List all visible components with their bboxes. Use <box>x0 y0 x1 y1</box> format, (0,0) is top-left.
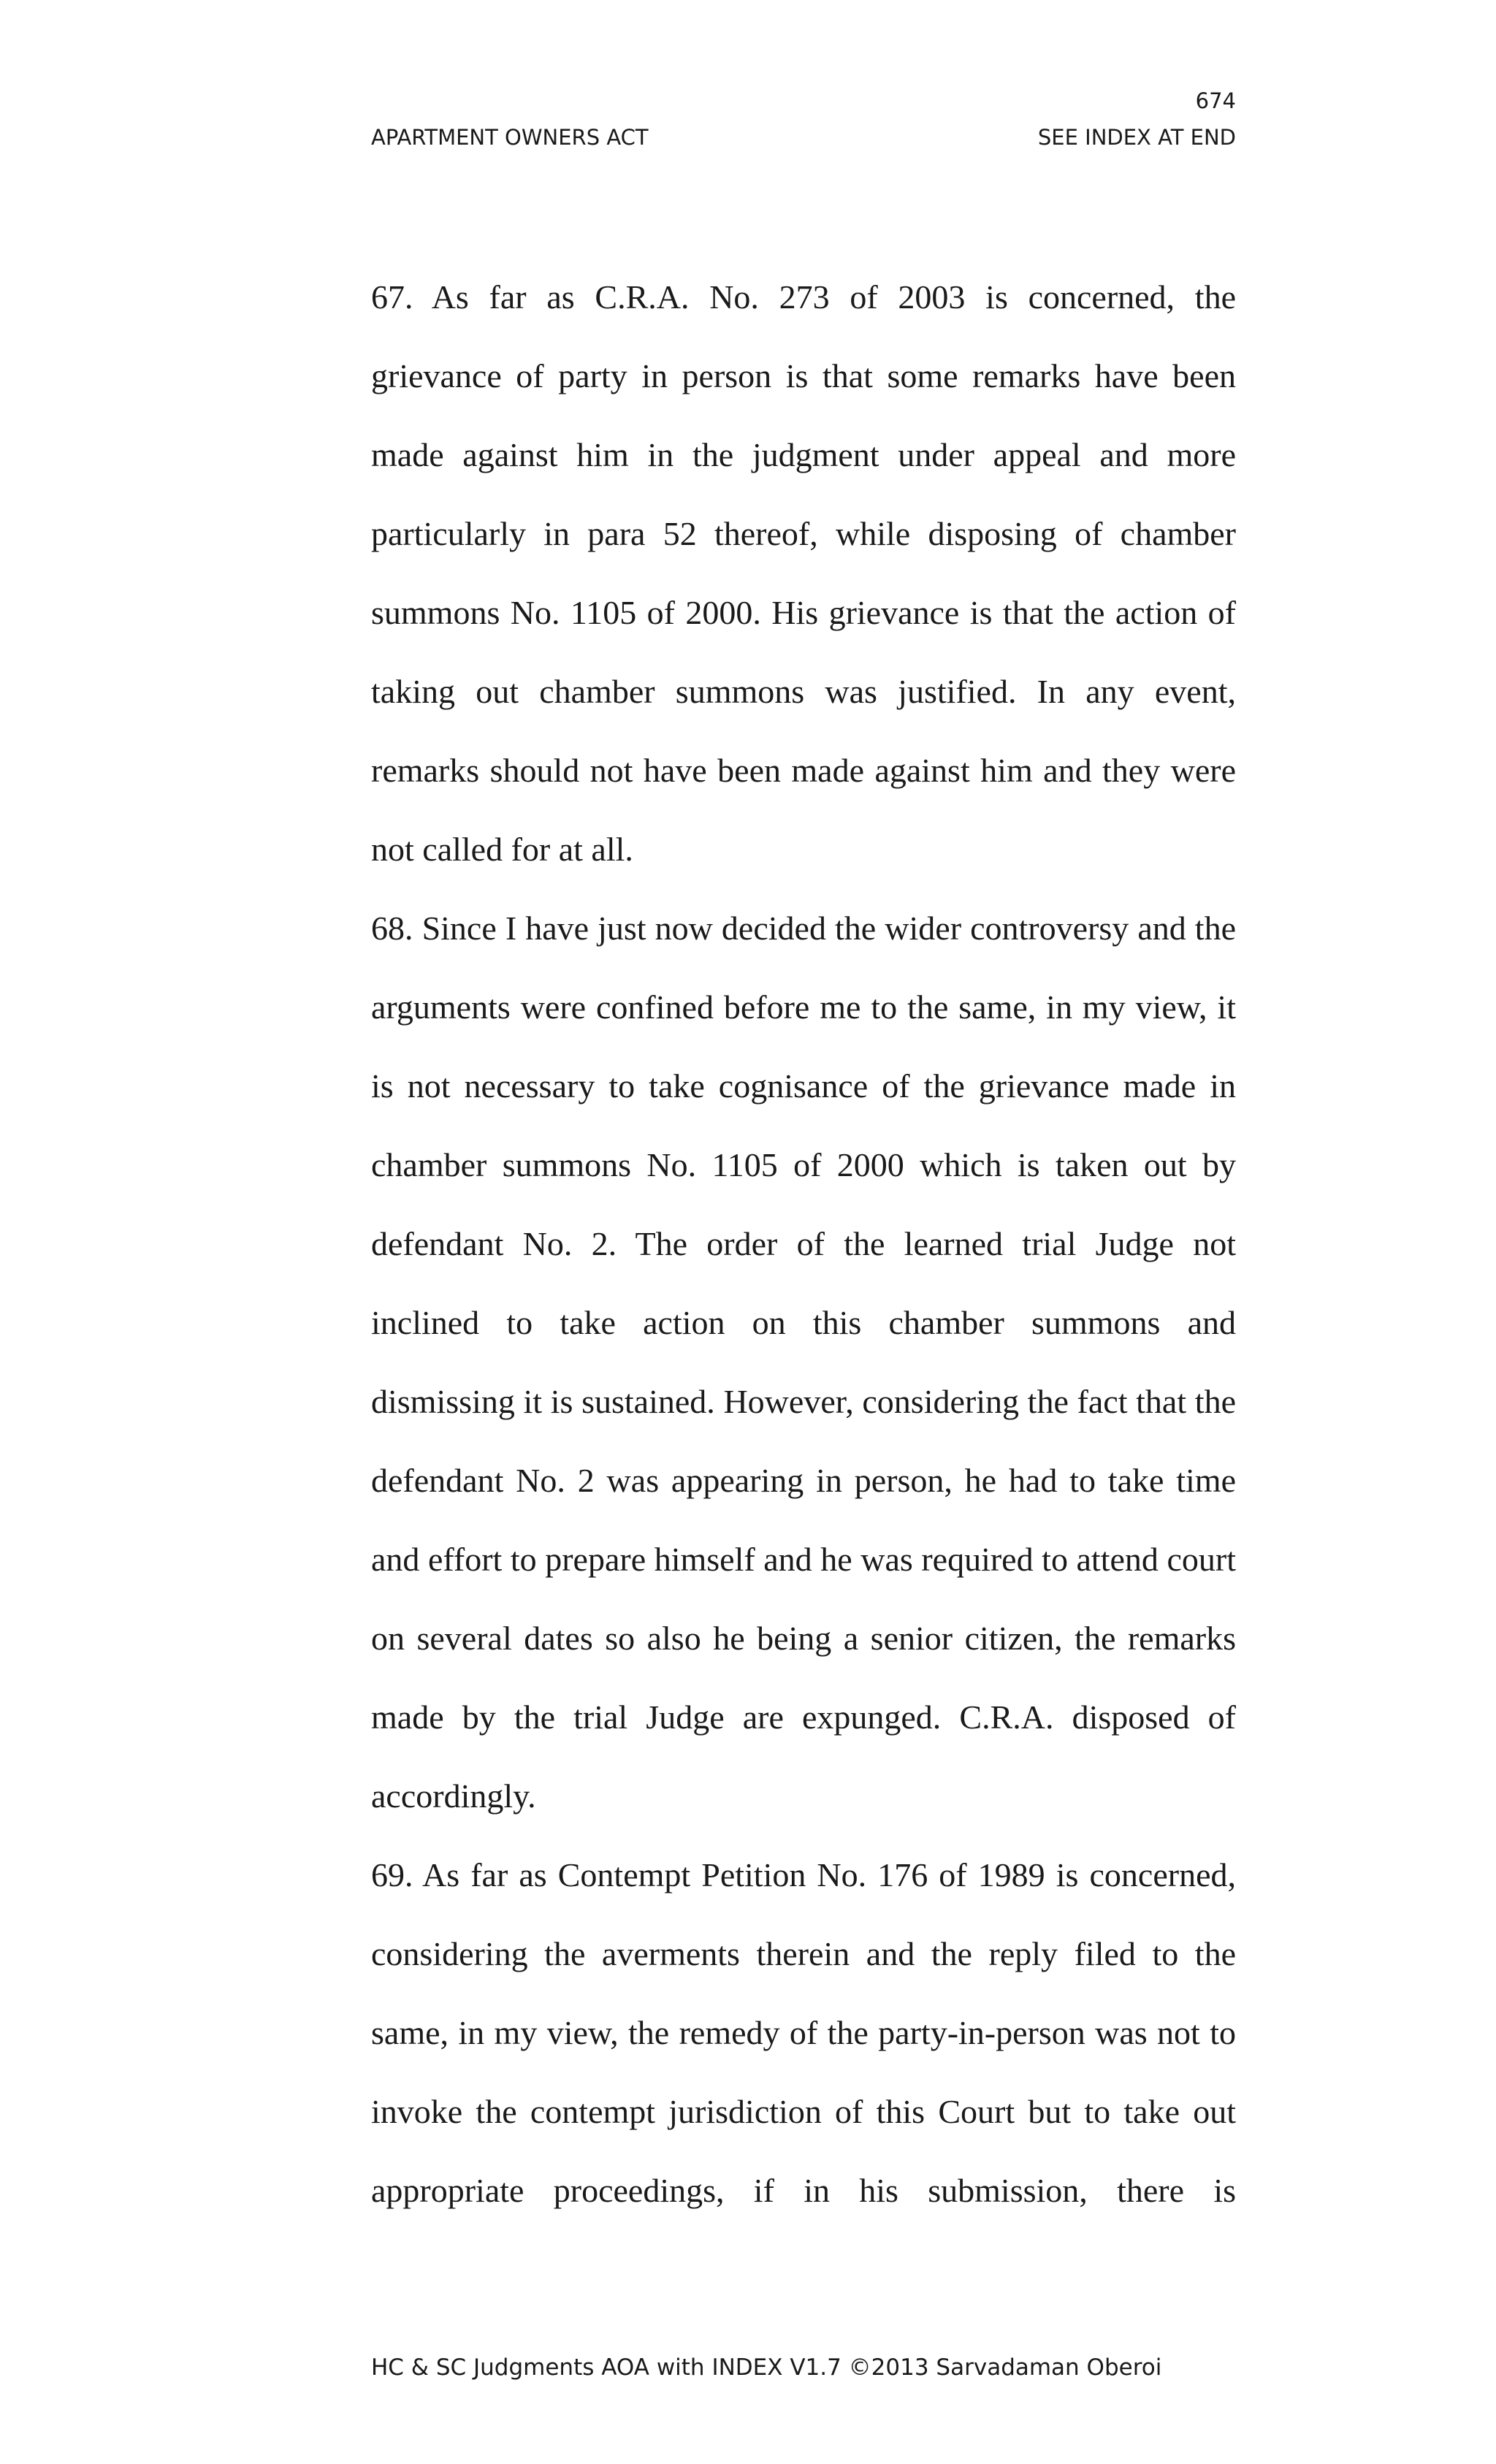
running-header <box>371 121 1236 153</box>
page-footer: HC & SC Judgments AOA with INDEX V1.7 ©2013 Sarvadaman Oberoi <box>371 2354 1162 2381</box>
paragraph-68: 68. Since I have just now decided the wider controversy and the arguments were confined before me to the same, in my view, it is not necessary to take cognisance of the grievance made in chamber summons No. 1105 of 2000 which is taken out by defendant No. 2. The order of the learned trial Judge not inclined to take action on this chamber summons and dismissing it is sustained. However, considering the fact that the defendant No. 2 was appearing in person, he had to take time and effort to prepare himself and he was required to attend court on several dates so also he being a senior citizen, the remarks made by the trial Judge are expunged. C.R.A. disposed of accordingly. <box>371 909 1236 1815</box>
paragraph-67: 67. As far as C.R.A. No. 273 of 2003 is concerned, the grievance of party in person is that some remarks have been made against him in the judgment under appeal and more particularly in para 52 thereof, while disposing of chamber summons No. 1105 of 2000. His grievance is that the action of taking out chamber summons was justified. In any event, remarks should not have been made against him and they were not called for at all. <box>371 278 1236 868</box>
header-title: APARTMENT OWNERS ACT <box>371 125 649 150</box>
page-number: 674 <box>1195 88 1236 113</box>
document-body <box>371 258 1236 2230</box>
header-index-note: SEE INDEX AT END <box>1037 125 1236 150</box>
paragraph-69: 69. As far as Contempt Petition No. 176 of 1989 is concerned, considering the averments therein and the reply filed to the same, in my view, the remedy of the party-in-person was not to invoke the contempt jurisdiction of this Court but to take out appropriate proceedings, if in his submission, there is <box>371 1856 1236 2209</box>
